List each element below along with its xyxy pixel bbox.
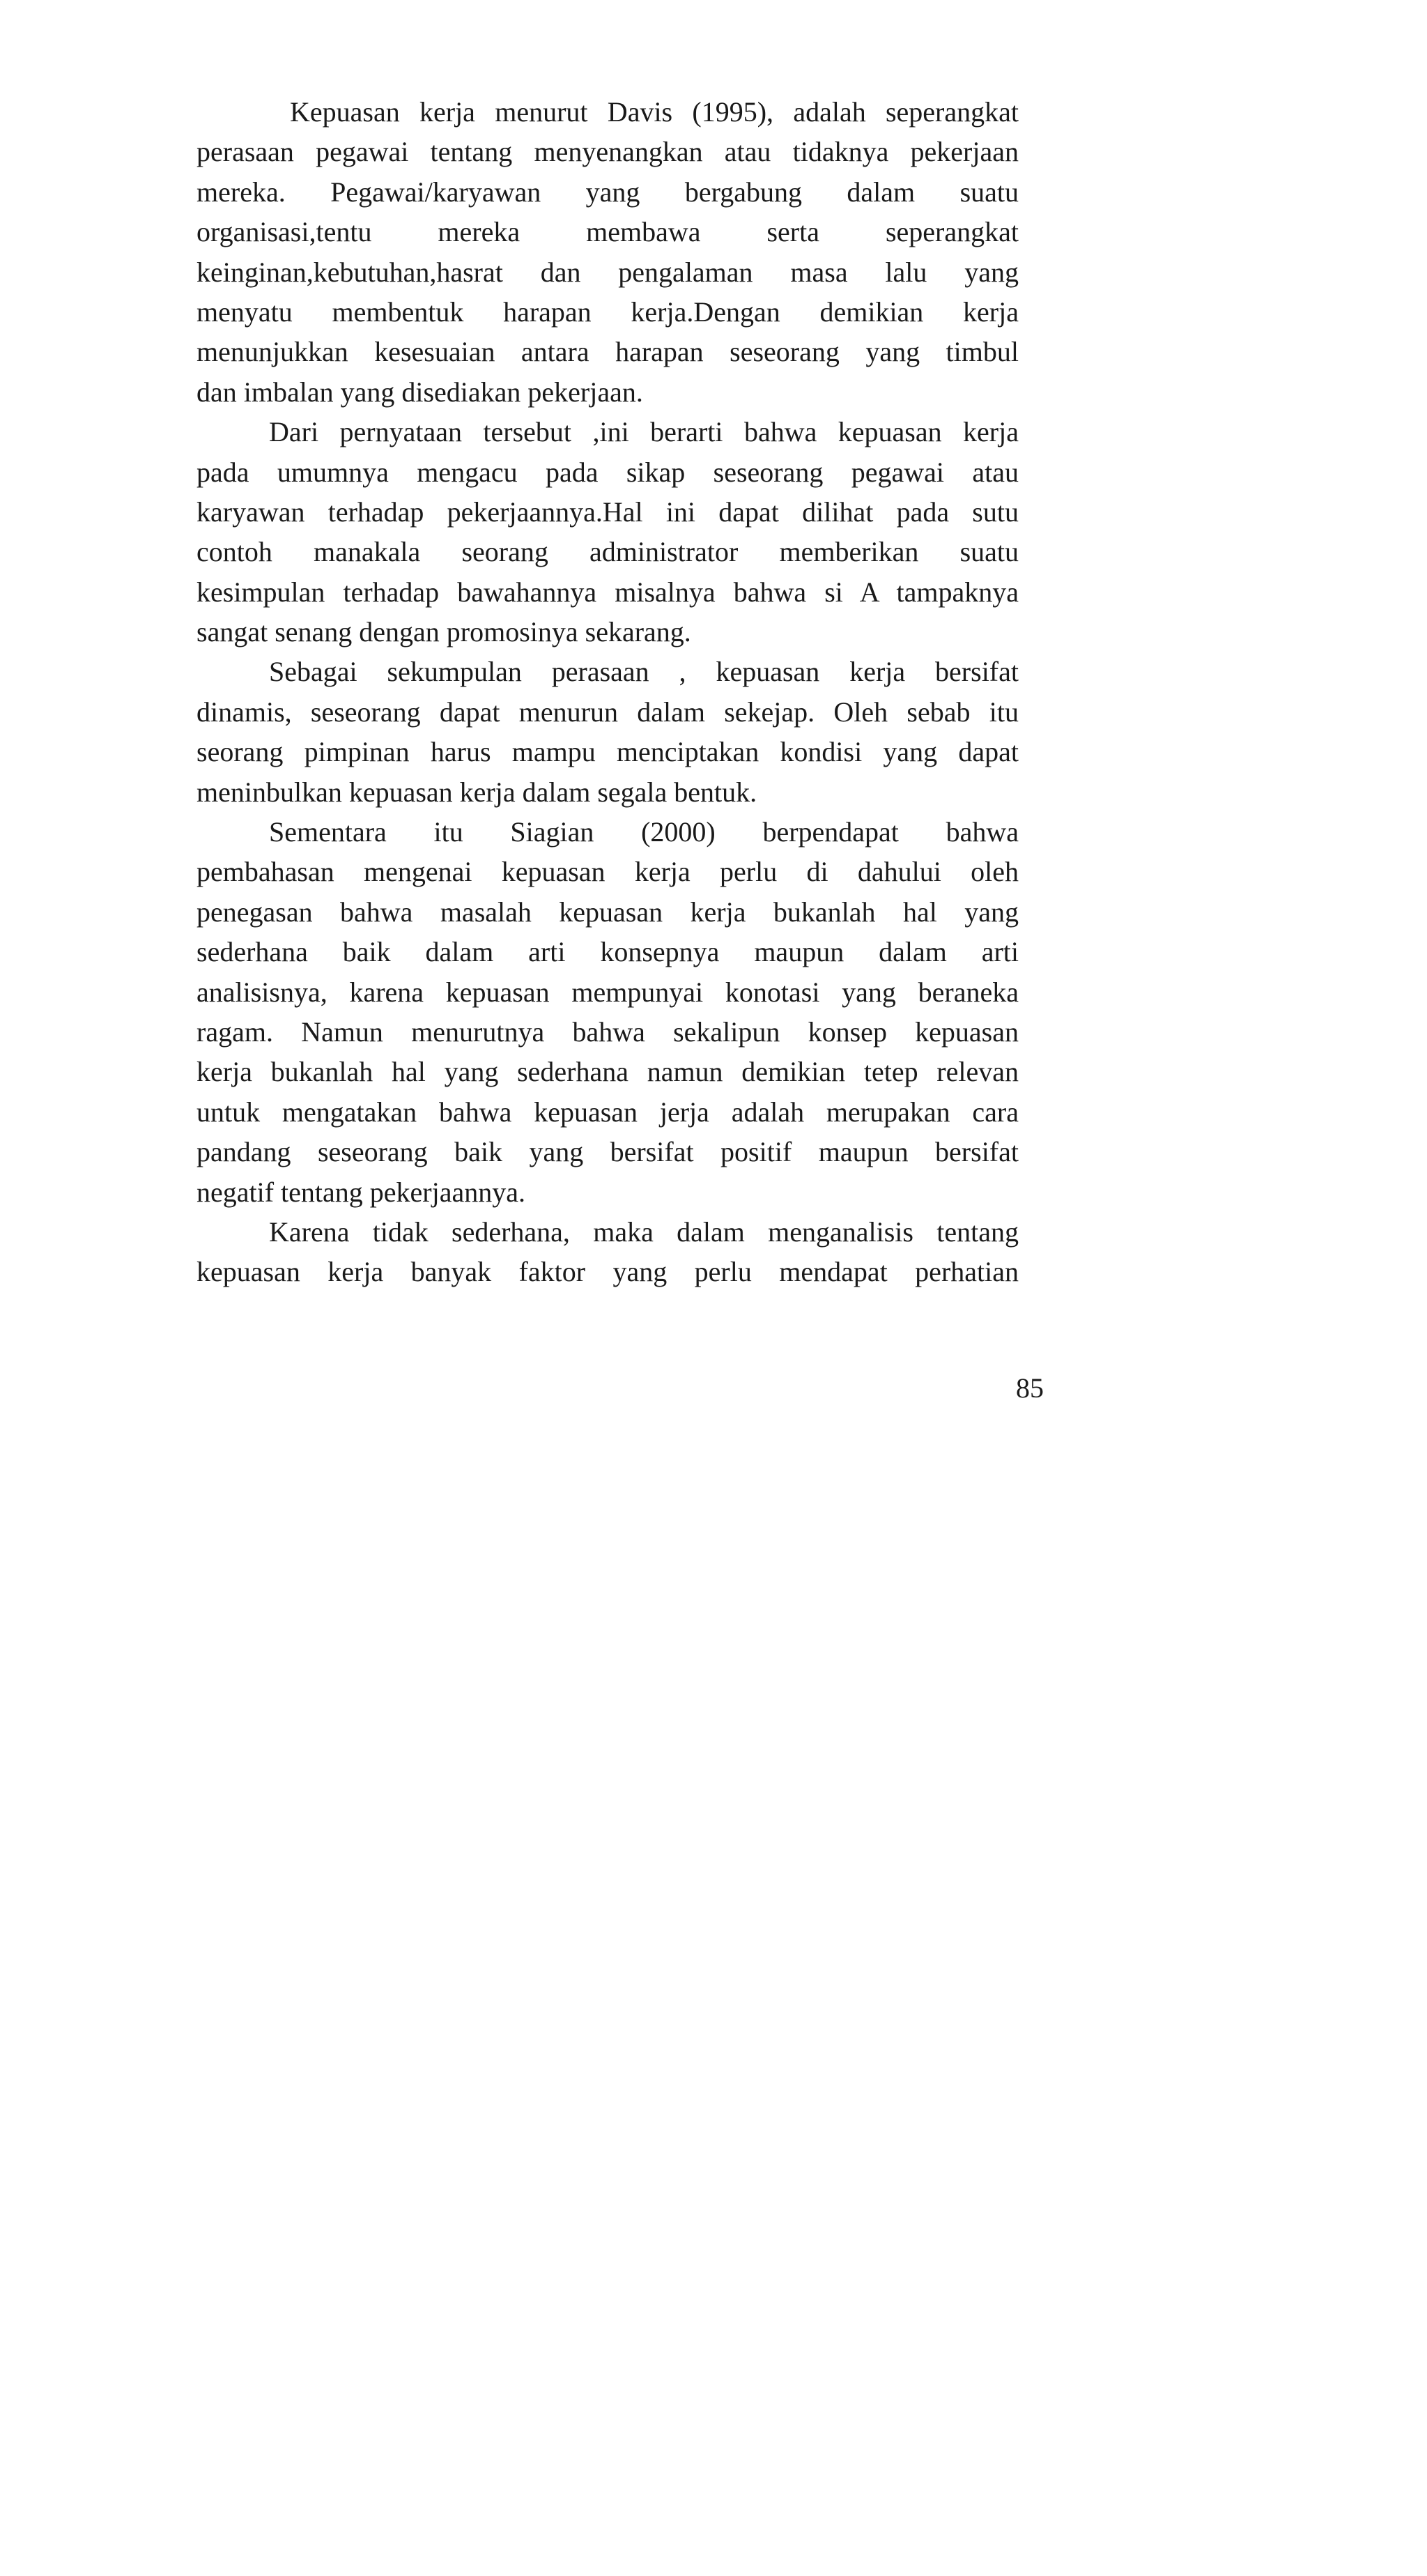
- text-line: pada umumnya mengacu pada sikap seseorang pegawai atau: [196, 456, 1019, 488]
- text-line: Dari pernyataan tersebut ,ini berarti bahwa kepuasan kerja: [269, 416, 1019, 448]
- text-line: Karena tidak sederhana, maka dalam menganalisis tentang: [269, 1216, 1019, 1248]
- text-line: Sementara itu Siagian (2000) berpendapat bahwa: [269, 816, 1019, 848]
- text-line: sangat senang dengan promosinya sekarang.: [196, 616, 691, 648]
- text-line: keinginan,kebutuhan,hasrat dan pengalaman masa lalu yang: [196, 256, 1019, 288]
- text-line: karyawan terhadap pekerjaannya.Hal ini dapat dilihat pada sutu: [196, 496, 1019, 528]
- body-text: [196, 92, 1019, 1292]
- text-line: meninbulkan kepuasan kerja dalam segala bentuk.: [196, 776, 757, 808]
- text-line: dinamis, seseorang dapat menurun dalam sekejap. Oleh sebab itu: [196, 696, 1019, 728]
- text-line: menunjukkan kesesuaian antara harapan seseorang yang timbul: [196, 336, 1019, 368]
- text-line: dan imbalan yang disediakan pekerjaan.: [196, 376, 643, 408]
- text-line: untuk mengatakan bahwa kepuasan jerja adalah merupakan cara: [196, 1096, 1019, 1128]
- text-line: contoh manakala seorang administrator memberikan suatu: [196, 536, 1019, 568]
- text-line: pembahasan mengenai kepuasan kerja perlu di dahului oleh: [196, 856, 1019, 888]
- text-line: menyatu membentuk harapan kerja.Dengan demikian kerja: [196, 296, 1019, 328]
- text-line: perasaan pegawai tentang menyenangkan atau tidaknya pekerjaan: [196, 136, 1019, 168]
- text-line: ragam. Namun menurutnya bahwa sekalipun konsep kepuasan: [196, 1015, 1019, 1048]
- text-line: Sebagai sekumpulan perasaan , kepuasan kerja bersifat: [269, 656, 1019, 688]
- text-line: kerja bukanlah hal yang sederhana namun demikian tetep relevan: [196, 1056, 1019, 1088]
- text-line: pandang seseorang baik yang bersifat positif maupun bersifat: [196, 1136, 1019, 1168]
- text-line: organisasi,tentu mereka membawa serta seperangkat: [196, 216, 1019, 248]
- text-line: sederhana baik dalam arti konsepnya maupun dalam arti: [196, 936, 1019, 968]
- page-number: 85: [1016, 1372, 1044, 1404]
- text-line: seorang pimpinan harus mampu menciptakan kondisi yang dapat: [196, 736, 1019, 768]
- text-line: mereka. Pegawai/karyawan yang bergabung dalam suatu: [196, 176, 1019, 208]
- text-line: analisisnya, karena kepuasan mempunyai konotasi yang beraneka: [196, 976, 1019, 1008]
- text-line: penegasan bahwa masalah kepuasan kerja bukanlah hal yang: [196, 896, 1019, 928]
- text-line: Kepuasan kerja menurut Davis (1995), adalah seperangkat: [290, 96, 1019, 128]
- text-line: negatif tentang pekerjaannya.: [196, 1176, 525, 1208]
- text-line: kesimpulan terhadap bawahannya misalnya bahwa si A tampaknya: [196, 576, 1019, 608]
- text-line: kepuasan kerja banyak faktor yang perlu mendapat perhatian: [196, 1256, 1019, 1288]
